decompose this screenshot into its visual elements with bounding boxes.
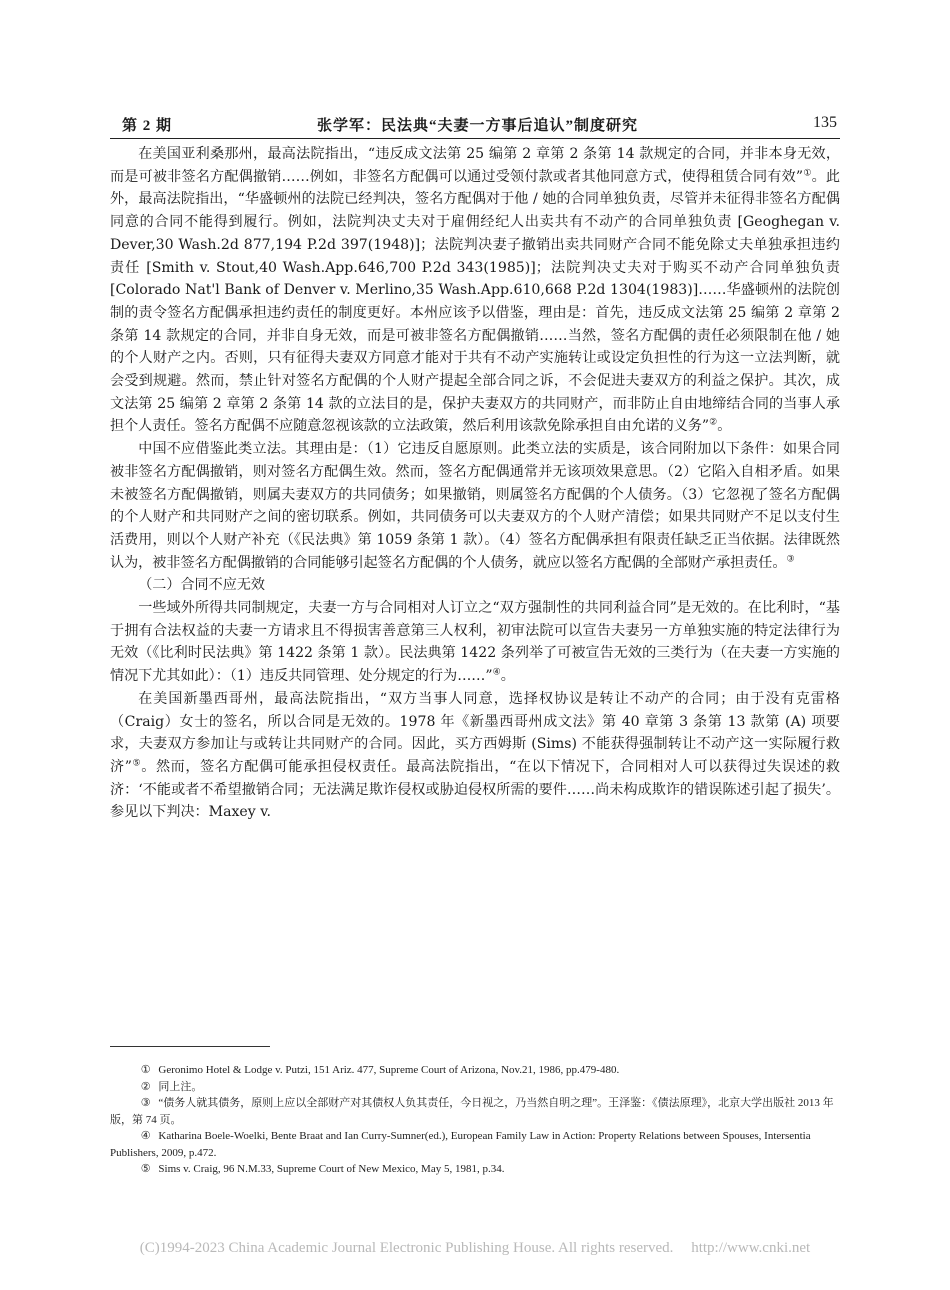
page-number: 135 (813, 114, 837, 131)
footnote: ⑤ Sims v. Craig, 96 N.M.33, Supreme Court of New Mexico, May 5, 1981, p.34. (140, 1163, 505, 1175)
footnotes (110, 1062, 840, 1178)
issue-number: 第 2 期 (122, 118, 173, 134)
footnote-marker[interactable]: ④ (492, 667, 501, 678)
footnote-marker[interactable]: ① (803, 168, 812, 179)
running-title: 张学军：民法典“夫妻一方事后追认”制度研究 (317, 118, 639, 134)
footnote: ② 同上注。 (140, 1080, 203, 1093)
paragraph: 一些域外所得共同制规定，夫妻一方与合同相对人订立之“双方强制性的共同利益合同”是无效的。在比利时，“基于拥有合法权益的夫妻一方请求且不得损害善意第三人权利，初审法院可以宣告夫妻另一方单独实施的特定法律行为无效（《比利时民法典》第 1422 条第 1 款）。民法典第 1422 条列举了可被宣告无效的三类行为（在夫妻一方实施的情况下尤其如此）：（1）违反共同管理、处分规定的行为……”④。 (110, 600, 840, 685)
paragraph: 在美国亚利桑那州，最高法院指出，“违反成文法第 25 编第 2 章第 2 条第 14 款规定的合同，并非本身无效，而是可被非签名方配偶撤销……例如，非签名方配偶可以通过受领付款或者其他同意方式，使得租赁合同有效”①。此外，最高法院指出，“华盛顿州的法院已经判决，签名方配偶对于他 / 她的合同单独负责，尽管并未征得非签名方配偶同意的合同不能得到履行。例如，法院判决丈夫对于雇佣经纪人出卖共有不动产的合同单独负责 [Geoghegan v. Dever,30 Wash.2d 877,194 P.2d 397(1948)]；法院判决妻子撤销出卖共同财产合同不能免除丈夫单独承担违约责任 [Smith v. Stout,40 Wash.App.646,700 P.2d 343(1985)]；法院判决丈夫对于购买不动产合同单独负责 [Colorado Nat'l Bank of Denver v. Merlino,35 Wash.App.610,668 P.2d 1304(1983)]……华盛顿州的法院创制的责令签名方配偶承担违约责任的制度更好。本州应该予以借鉴，理由是：首先，违反成文法第 25 编第 2 章第 2 条第 14 款规定的合同，并非自身无效，而是可被非签名方配偶撤销……当然，签名方配偶的责任必须限制在他 / 她的个人财产之内。否则，只有征得夫妻双方同意才能对于共有不动产实施转让或设定负担性的行为这一立法判断，就会受到规避。然而，禁止针对签名方配偶的个人财产提起全部合同之诉，不会促进夫妻双方的利益之保护。其次，成文法第 25 编第 2 章第 2 条第 14 款的立法目的是，保护夫妻双方的共同财产，而非防止自由地缔结合同的当事人承担个人责任。签名方配偶不应随意忽视该款的立法政策，然后利用该款免除承担自由允诺的义务”②。 (110, 146, 841, 435)
footnote-marker[interactable]: ⑤ (131, 758, 142, 769)
footnote: ④ Katharina Boele-Woelki, Bente Braat and Ian Curry-Sumner(ed.), European Family Law in Action: Property Relations between Spouses, Intersentia Publishers, 2009, p.472. (110, 1130, 811, 1159)
article-body (110, 143, 840, 824)
footnote-marker[interactable]: ③ (786, 553, 795, 564)
section-heading: （二）合同不应无效 (138, 577, 266, 594)
site-url[interactable]: http://www.cnki.net (691, 1240, 811, 1256)
footnote: ③ “债务人就其债务，原则上应以全部财产对其债权人负其责任，今日视之，乃当然自明之理”。王泽鉴：《债法原理》，北京大学出版社 2013 年版，第 74 页。 (110, 1097, 834, 1126)
copyright-footer (0, 1240, 950, 1257)
footnote-rule (110, 1046, 270, 1047)
footnote: ① Geronimo Hotel & Lodge v. Putzi, 151 Ariz. 477, Supreme Court of Arizona, Nov.21, 1986, pp.479-480. (140, 1064, 620, 1076)
running-header (122, 114, 837, 136)
copyright-text: (C)1994-2023 China Academic Journal Electronic Publishing House. All rights reserved. (139, 1240, 674, 1256)
paragraph: 在美国新墨西哥州，最高法院指出，“双方当事人同意，选择权协议是转让不动产的合同；由于没有克雷格（Craig）女士的签名，所以合同是无效的。1978 年《新墨西哥州成文法》第 40 章第 3 条第 13 款第 (A) 项要求，夫妻双方参加让与或转让共同财产的合同。因此，买方西姆斯 (Sims) 不能获得强制转让不动产这一实际履行救济”⑤。然而，签名方配偶可能承担侵权责任。最高法院指出，“在以下情况下，合同相对人可以获得过失误述的救济：‘不能或者不希望撤销合同；无法满足欺诈侵权或胁迫侵权所需的要件……尚未构成欺诈的错误陈述引起了损失’。参见以下判决：Maxey v. (110, 690, 840, 821)
footnote-marker[interactable]: ② (709, 417, 718, 428)
header-rule (110, 138, 840, 139)
paragraph: 中国不应借鉴此类立法。其理由是：（1）它违反自愿原则。此类立法的实质是，该合同附加以下条件：如果合同被非签名方配偶撤销，则对签名方配偶生效。然而，签名方配偶通常并无该项效果意思。（2）它陷入自相矛盾。如果未被签名方配偶撤销，则属夫妻双方的共同债务；如果撤销，则属签名方配偶的个人债务。（3）它忽视了签名方配偶的个人财产和共同财产之间的密切联系。例如，共同债务可以夫妻双方的个人财产清偿；如果共同财产不足以支付生活费用，则以个人财产补充（《民法典》第 1059 条第 1 款）。（4）签名方配偶承担有限责任缺乏正当依据。法律既然认为，被非签名方配偶撤销的合同能够引起签名方配偶的个人债务，就应以签名方配偶的全部财产承担责任。③ (110, 441, 840, 571)
